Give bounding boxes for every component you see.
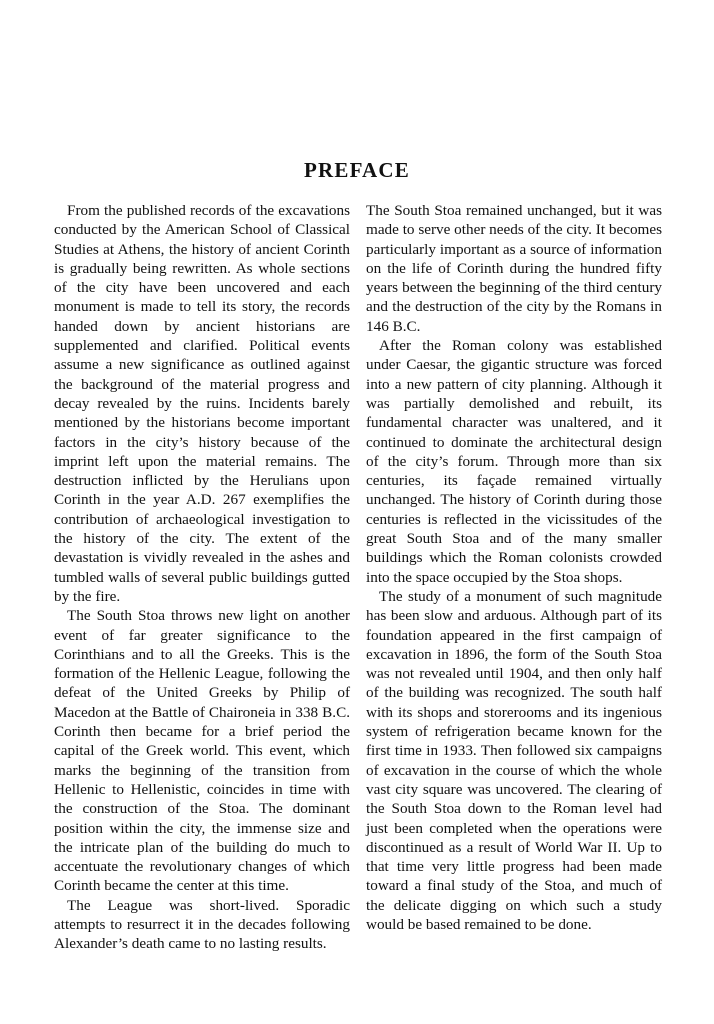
paragraph: After the Roman colony was established under Caesar, the gigantic structure was forced into a new pattern of city planning. Although it was partially demolished and rebuilt, its fundamental character was unaltered, and it continued to dominate the architectural design of the city’s forum. Through more than six centuries, its façade remained virtually unchanged. The history of Corinth during those centuries is reflected in the vicissitudes of the great South Stoa and of the many smaller buildings which the Roman colonists crowded into the space occupied by the Stoa shops. (366, 337, 662, 586)
paragraph: The South Stoa remained unchanged, but it was made to serve other needs of the city. It becomes particularly important as a source of information on the life of Corinth during the hundred fifty years between the beginning of the third century and the destruction of the city by the Romans in 146 B.C. (366, 202, 662, 335)
page-title: PREFACE (303, 158, 410, 182)
paragraph: From the published records of the excavations conducted by the American School of Classical Studies at Athens, the history of ancient Corinth is gradually being rewritten. As whole sections of the city have been uncovered and each monument is made to tell its story, the records handed down by ancient historians are supplemented and clarified. Political events assume a new significance as outlined against the background of the material progress and decay revealed by the ruins. Incidents barely mentioned by the historians become important factors in the city’s history because of the imprint left upon the material remains. The destruction inflicted by the Herulians upon Corinth in the year A.D. 267 exemplifies the contribution of archaeological investigation to the history of the city. The extent of the devastation is vividly revealed in the ashes and tumbled walls of several public buildings gutted by the fire. (54, 202, 350, 605)
left-column (54, 201, 350, 954)
paragraph: The South Stoa throws new light on another event of far greater significance to the Corinthians and to all the Greeks. This is the formation of the Hellenic League, following the defeat of the United Greeks by Philip of Macedon at the Battle of Chaironeia in 338 B.C. Corinth then became for a brief period the capital of the Greek world. This event, which marks the beginning of the transition from Hellenic to Hellenistic, coincides in time with the construction of the Stoa. The dominant position within the city, the immense size and the intricate plan of the building do much to accentuate the revolutionary changes of which Corinth became the center at this time. (54, 607, 350, 895)
paragraph: The League was short-lived. Sporadic attempts to resurrect it in the decades following Alexander’s death came to no lasting results. (54, 896, 350, 953)
paragraph: The study of a monument of such magnitude has been slow and arduous. Although part of its foundation appeared in the first campaign of excavation in 1896, the form of the South Stoa was not revealed until 1904, and then only half of the building was recognized. The south half with its shops and storerooms and its ingenious system of refrigeration became known for the first time in 1933. Then followed six campaigns of excavation in the course of which the whole vast city square was uncovered. The clearing of the South Stoa down to the Roman level had just been completed when the operations were discontinued as a result of World War II. Up to that time very little progress had been made toward a final study of the Stoa, and much of the delicate digging on which such a study would be based remained to be done. (366, 587, 662, 933)
right-column (366, 201, 662, 934)
